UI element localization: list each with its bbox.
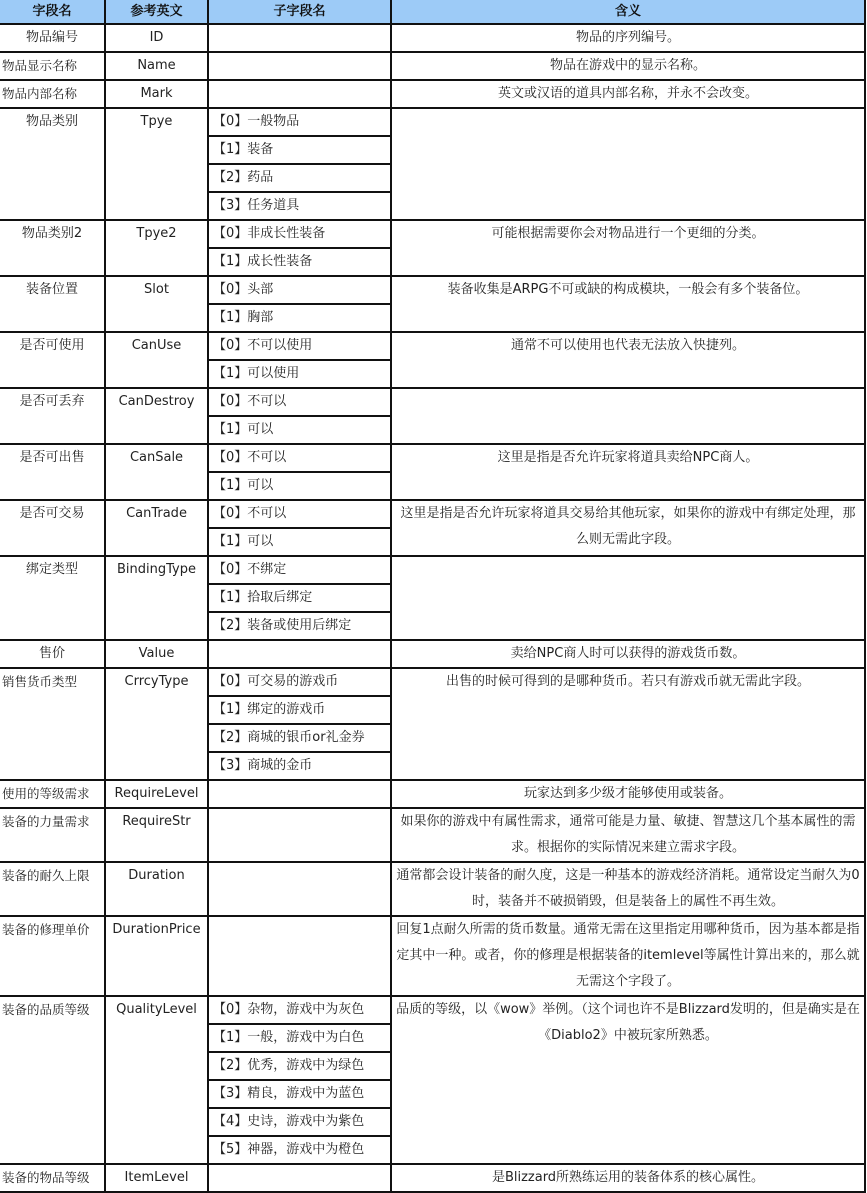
english-name-cell: Tpye2 — [105, 220, 208, 276]
meaning-cell: 出售的时候可得到的是哪种货币。若只有游戏币就无需此字段。 — [391, 668, 865, 780]
subfield-cell: 【2】药品 — [208, 164, 391, 192]
table-row — [0, 52, 865, 80]
header-field-name: 字段名 — [0, 0, 105, 24]
english-name-cell: CrrcyType — [105, 668, 208, 780]
subfield-cell-empty — [208, 1164, 391, 1192]
subfield-cell-empty — [208, 916, 391, 996]
english-name-cell: Value — [105, 640, 208, 668]
table-row — [0, 220, 865, 248]
subfield-cell-empty — [208, 640, 391, 668]
field-name-cell: 售价 — [0, 640, 105, 668]
meaning-cell: 物品的序列编号。 — [391, 24, 865, 52]
meaning-cell: 如果你的游戏中有属性需求，通常可能是力量、敏捷、智慧这几个基本属性的需求。根据你的实际情况来建立需求字段。 — [391, 808, 865, 862]
field-name-cell: 是否可出售 — [0, 444, 105, 500]
subfield-cell: 【1】可以 — [208, 416, 391, 444]
field-name-cell: 物品类别 — [0, 108, 105, 220]
english-name-cell: Duration — [105, 862, 208, 916]
english-name-cell: ItemLevel — [105, 1164, 208, 1192]
subfield-cell: 【1】成长性装备 — [208, 248, 391, 276]
field-name-cell: 装备的耐久上限 — [0, 862, 105, 916]
field-name-cell: 装备的品质等级 — [0, 996, 105, 1164]
table-row — [0, 668, 865, 696]
subfield-cell: 【0】不可以 — [208, 444, 391, 472]
field-name-cell: 使用的等级需求 — [0, 780, 105, 808]
english-name-cell: Tpye — [105, 108, 208, 220]
subfield-cell: 【1】可以 — [208, 472, 391, 500]
meaning-cell: 这里是指是否允许玩家将道具交易给其他玩家，如果你的游戏中有绑定处理，那么则无需此字段。 — [391, 500, 865, 556]
subfield-cell-empty — [208, 80, 391, 108]
meaning-cell: 这里是指是否允许玩家将道具卖给NPC商人。 — [391, 444, 865, 500]
table-row — [0, 276, 865, 304]
subfield-cell-empty — [208, 24, 391, 52]
table-row — [0, 108, 865, 136]
english-name-cell: Slot — [105, 276, 208, 332]
subfield-cell: 【1】可以 — [208, 528, 391, 556]
subfield-cell: 【0】非成长性装备 — [208, 220, 391, 248]
english-name-cell: CanTrade — [105, 500, 208, 556]
meaning-cell — [391, 108, 865, 220]
subfield-cell-empty — [208, 780, 391, 808]
field-name-cell: 装备的力量需求 — [0, 808, 105, 862]
meaning-cell — [391, 556, 865, 640]
field-name-cell: 销售货币类型 — [0, 668, 105, 780]
subfield-cell: 【0】不绑定 — [208, 556, 391, 584]
table-row — [0, 388, 865, 416]
english-name-cell: QualityLevel — [105, 996, 208, 1164]
field-name-cell: 是否可使用 — [0, 332, 105, 388]
subfield-cell: 【2】商城的银币or礼金券 — [208, 724, 391, 752]
table-row — [0, 332, 865, 360]
subfield-cell: 【1】拾取后绑定 — [208, 584, 391, 612]
english-name-cell: RequireLevel — [105, 780, 208, 808]
meaning-cell: 可能根据需要你会对物品进行一个更细的分类。 — [391, 220, 865, 276]
subfield-cell: 【0】不可以 — [208, 388, 391, 416]
subfield-cell: 【1】一般，游戏中为白色 — [208, 1024, 391, 1052]
field-name-cell: 物品内部名称 — [0, 80, 105, 108]
meaning-cell: 通常都会设计装备的耐久度，这是一种基本的游戏经济消耗。通常设定当耐久为0时，装备并不破损销毁，但是装备上的属性不再生效。 — [391, 862, 865, 916]
table-row — [0, 444, 865, 472]
field-name-cell: 是否可丢弃 — [0, 388, 105, 444]
meaning-cell: 卖给NPC商人时可以获得的游戏货币数。 — [391, 640, 865, 668]
subfield-cell: 【5】神器，游戏中为橙色 — [208, 1136, 391, 1164]
meaning-cell: 回复1点耐久所需的货币数量。通常无需在这里指定用哪种货币，因为基本都是指定其中一种。或者，你的修理是根据装备的itemlevel等属性计算出来的，那么就无需这个字段了。 — [391, 916, 865, 996]
subfield-cell: 【2】优秀，游戏中为绿色 — [208, 1052, 391, 1080]
english-name-cell: BindingType — [105, 556, 208, 640]
table-row — [0, 80, 865, 108]
meaning-cell: 品质的等级，以《wow》举例。（这个词也许不是Blizzard发明的，但是确实是在《Diablo2》中被玩家所熟悉。 — [391, 996, 865, 1164]
subfield-cell-empty — [208, 52, 391, 80]
english-name-cell: Name — [105, 52, 208, 80]
subfield-cell: 【3】商城的金币 — [208, 752, 391, 780]
subfield-cell: 【0】不可以使用 — [208, 332, 391, 360]
meaning-cell — [391, 388, 865, 444]
subfield-cell: 【0】可交易的游戏币 — [208, 668, 391, 696]
table-row — [0, 780, 865, 808]
table-body — [0, 24, 865, 1192]
table-header-row — [0, 0, 865, 24]
meaning-cell: 玩家达到多少级才能够使用或装备。 — [391, 780, 865, 808]
field-name-cell: 物品类别2 — [0, 220, 105, 276]
table-row — [0, 24, 865, 52]
field-name-cell: 装备位置 — [0, 276, 105, 332]
meaning-cell: 装备收集是ARPG不可或缺的构成模块，一般会有多个装备位。 — [391, 276, 865, 332]
subfield-cell: 【0】一般物品 — [208, 108, 391, 136]
subfield-cell-empty — [208, 808, 391, 862]
english-name-cell: CanUse — [105, 332, 208, 388]
header-english: 参考英文 — [105, 0, 208, 24]
field-name-cell: 物品编号 — [0, 24, 105, 52]
meaning-cell: 通常不可以使用也代表无法放入快捷列。 — [391, 332, 865, 388]
field-name-cell: 绑定类型 — [0, 556, 105, 640]
english-name-cell: Mark — [105, 80, 208, 108]
table-row — [0, 500, 865, 528]
header-meaning: 含义 — [391, 0, 865, 24]
table-row — [0, 640, 865, 668]
meaning-cell: 英文或汉语的道具内部名称，并永不会改变。 — [391, 80, 865, 108]
meaning-cell: 物品在游戏中的显示名称。 — [391, 52, 865, 80]
field-name-cell: 装备的物品等级 — [0, 1164, 105, 1192]
table-row — [0, 556, 865, 584]
subfield-cell: 【0】不可以 — [208, 500, 391, 528]
field-name-cell: 装备的修理单价 — [0, 916, 105, 996]
field-name-cell: 是否可交易 — [0, 500, 105, 556]
subfield-cell: 【0】杂物，游戏中为灰色 — [208, 996, 391, 1024]
english-name-cell: DurationPrice — [105, 916, 208, 996]
table-row — [0, 996, 865, 1024]
subfield-cell: 【1】可以使用 — [208, 360, 391, 388]
field-name-cell: 物品显示名称 — [0, 52, 105, 80]
meaning-cell: 是Blizzard所熟练运用的装备体系的核心属性。 — [391, 1164, 865, 1192]
subfield-cell: 【4】史诗，游戏中为紫色 — [208, 1108, 391, 1136]
header-subfield: 子字段名 — [208, 0, 391, 24]
subfield-cell: 【3】任务道具 — [208, 192, 391, 220]
subfield-cell: 【0】头部 — [208, 276, 391, 304]
english-name-cell: CanDestroy — [105, 388, 208, 444]
subfield-cell: 【1】胸部 — [208, 304, 391, 332]
subfield-cell: 【1】绑定的游戏币 — [208, 696, 391, 724]
subfield-cell: 【2】装备或使用后绑定 — [208, 612, 391, 640]
english-name-cell: RequireStr — [105, 808, 208, 862]
subfield-cell-empty — [208, 862, 391, 916]
subfield-cell: 【3】精良，游戏中为蓝色 — [208, 1080, 391, 1108]
english-name-cell: ID — [105, 24, 208, 52]
english-name-cell: CanSale — [105, 444, 208, 500]
subfield-cell: 【1】装备 — [208, 136, 391, 164]
table-row — [0, 1164, 865, 1192]
